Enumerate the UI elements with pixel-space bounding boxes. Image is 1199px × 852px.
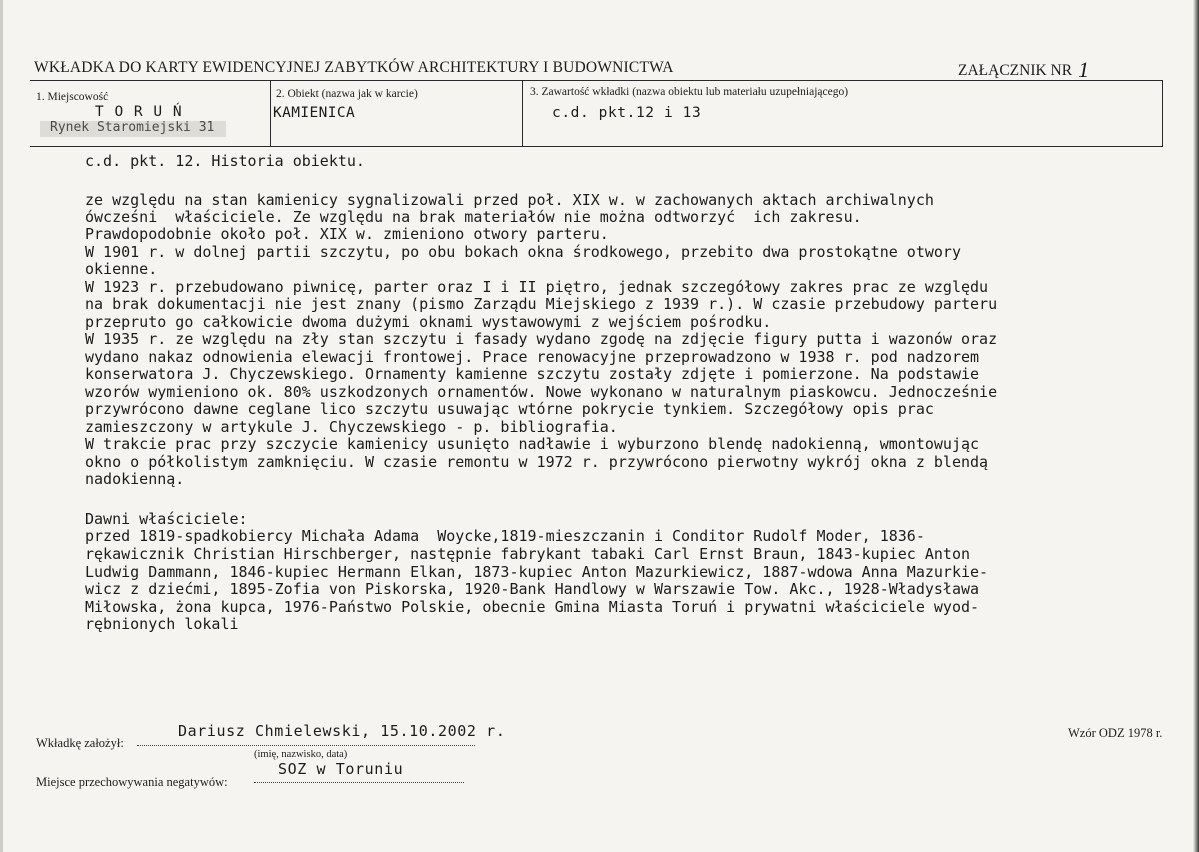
annex-label: ZAŁĄCZNIK NR	[958, 62, 1073, 79]
history-line: W trakcie prac przy szczycie kamienicy usunięto nadławie i wyburzono blendę nadokienną, wmontowując	[85, 435, 980, 453]
author-dotted-line	[137, 745, 475, 746]
history-line: nadokienną.	[85, 470, 185, 488]
history-line: W 1935 r. ze względu na zły stan szczytu i fasady wydano zgodę na zdjęcie figury putta i wazonów oraz	[85, 330, 998, 348]
storage-dotted-line	[254, 782, 464, 783]
scan-edge-left	[0, 0, 3, 852]
history-line: ze względu na stan kamienicy sygnalizowali przed poł. XIX w. w zachowanych aktach archiwalnych	[85, 191, 934, 209]
history-line: Prawdopodobnie około poł. XIX w. zmieniono otwory parteru.	[85, 225, 609, 243]
content-label: 3. Zawartość wkładki (nazwa obiektu lub materiału uzupełniającego)	[530, 86, 849, 98]
owners-line: Miłowska, żona kupca, 1976-Państwo Polskie, obecnie Gmina Miasta Toruń i prywatni właściciele wyod-	[85, 598, 980, 616]
address-value: Rynek Staromiejski 31	[50, 120, 215, 135]
owners-heading: Dawni właściciele:	[85, 510, 248, 528]
owners-line: wicz z dziećmi, 1895-Zofia von Piskorska, 1920-Bank Handlowy w Warszawie Tow. Akc., 1928-Władysława	[85, 580, 980, 598]
table-divider-2	[522, 81, 523, 146]
storage-value: SOZ w Toruniu	[278, 760, 404, 778]
history-line: wydano nakaz odnowienia elewacji frontowej. Prace renowacyjne przeprowadzono w 1938 r. pod nadzorem	[85, 348, 980, 366]
table-divider-1	[270, 81, 271, 146]
history-line: konserwatora J. Chyczewskiego. Ornamenty kamienne szczytu zostały zdjęte i pomierzone. Na podstawie	[85, 365, 980, 383]
object-value: KAMIENICA	[273, 105, 356, 121]
locality-value: T O R U Ń	[95, 104, 183, 120]
locality-label: 1. Miejscowość	[36, 91, 109, 103]
storage-label: Miejsce przechowywania negatywów:	[36, 775, 228, 789]
history-line: okienne.	[85, 260, 158, 278]
author-hint: (imię, nazwisko, data)	[254, 749, 348, 760]
history-line: okno o półkolistym zamknięciu. W czasie remontu w 1972 r. przywrócono pierwotny wykrój okna z blendą	[85, 453, 989, 471]
form-title: WKŁADKA DO KARTY EWIDENCYJNEJ ZABYTKÓW ARCHITEKTURY I BUDOWNICTWA	[34, 59, 674, 76]
table-top-rule	[30, 80, 1163, 81]
table-right-edge	[1162, 81, 1163, 146]
author-label: Wkładkę założył:	[36, 736, 124, 750]
history-line: W 1923 r. przebudowano piwnicę, parter oraz I i II piętro, jednak szczegółowy zakres prac ze względu	[85, 278, 989, 296]
history-line: W 1901 r. w dolnej partii szczytu, po obu bokach okna środkowego, przebito dwa prostokątne otwory	[85, 243, 961, 261]
owners-line: Ludwig Dammann, 1846-kupiec Hermann Elkan, 1873-kupiec Anton Mazurkiewicz, 1887-wdowa Anna Mazurkie-	[85, 563, 989, 581]
section-heading: c.d. pkt. 12. Historia obiektu.	[85, 152, 365, 170]
scan-edge-right	[1193, 0, 1199, 852]
owners-line: rękawicznik Christian Hirschberger, następnie fabrykant tabaki Carl Ernst Braun, 1843-kupiec Anton	[85, 545, 971, 563]
annex-heading	[958, 55, 1089, 81]
author-value: Dariusz Chmielewski, 15.10.2002 r.	[178, 722, 506, 740]
history-line: przepruto go całkowicie dwoma dużymi oknami wystawowymi z wejściem pośrodku.	[85, 313, 772, 331]
history-line: na brak dokumentacji nie jest znany (pismo Zarządu Miejskiego z 1939 r.). W czasie przebudowy parteru	[85, 295, 998, 313]
owners-line: rębnionych lokali	[85, 615, 239, 633]
history-line: zamieszczony w artykule J. Chyczewskiego - p. bibliografia.	[85, 418, 618, 436]
form-model-label: Wzór ODZ 1978 r.	[1068, 726, 1163, 740]
history-line: wzorów wymieniono ok. 80% uszkodzonych ornamentów. Nowe wykonano w naturalnym piaskowcu. Jednocześnie	[85, 383, 998, 401]
owners-line: przed 1819-spadkobiercy Michała Adama Woycke,1819-mieszczanin i Conditor Rudolf Moder, 1836-	[85, 527, 925, 545]
annex-number: 1	[1078, 57, 1090, 82]
history-line: przywrócono dawne ceglane lico szczytu usuwając wtórne pokrycie tynkiem. Szczegółowy opis prac	[85, 400, 934, 418]
table-bottom-rule	[30, 146, 1163, 147]
history-line: ówcześni właściciele. Ze względu na brak materiałów nie można odtworzyć ich zakresu.	[85, 208, 862, 226]
content-value: c.d. pkt.12 i 13	[552, 105, 702, 121]
object-label: 2. Obiekt (nazwa jak w karcie)	[276, 88, 418, 100]
